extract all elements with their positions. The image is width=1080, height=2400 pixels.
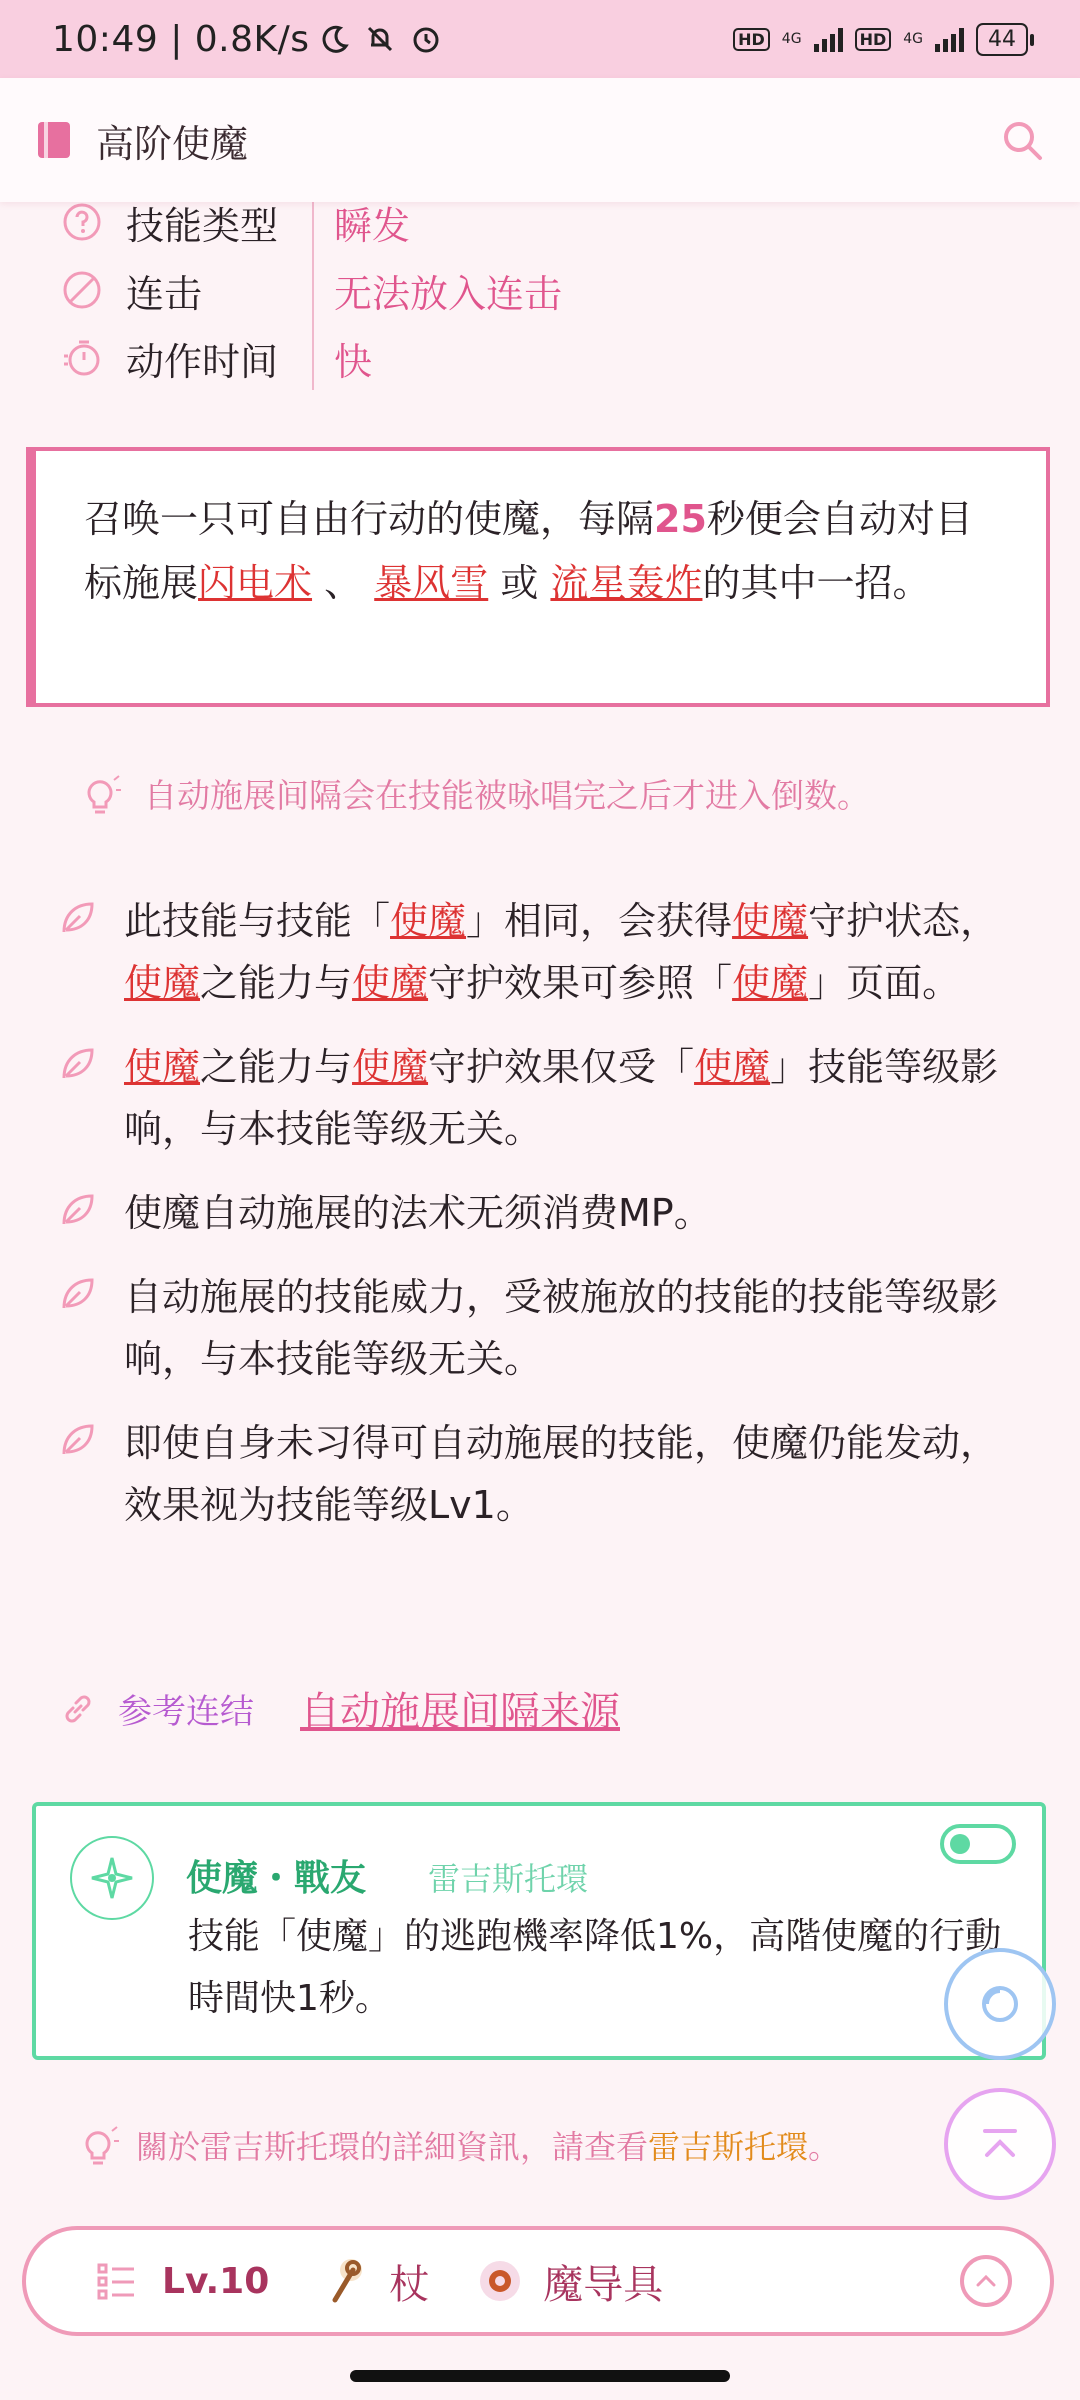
hd-badge-2: HD — [855, 28, 892, 51]
network-label: 4G — [781, 31, 802, 47]
link-familiar[interactable]: 使魔 — [352, 961, 429, 1005]
familiar-ally-card — [32, 1802, 1046, 2060]
link-familiar[interactable]: 使魔 — [124, 1045, 201, 1089]
note-fragment: 之能力与 — [200, 1045, 353, 1089]
note-fragment: 」页面。 — [808, 961, 961, 1005]
alarm-icon — [410, 23, 442, 55]
signal-icon — [814, 26, 843, 52]
link-familiar[interactable]: 使魔 — [694, 1045, 771, 1089]
tip — [78, 770, 870, 817]
bottom-tip-end: 。 — [808, 2128, 841, 2166]
note-fragment: 守护效果可参照「 — [428, 961, 733, 1005]
list-item — [60, 1412, 1020, 1536]
app-header — [0, 78, 1080, 202]
weapon-label[interactable]: 杖 — [389, 2261, 430, 2308]
bottom-tip-link[interactable]: 雷吉斯托環 — [648, 2128, 809, 2166]
desc-text: 召唤一只可自由行动的使魔，每隔 — [84, 497, 655, 541]
link-familiar[interactable]: 使魔 — [352, 1045, 429, 1089]
search-icon[interactable] — [1000, 118, 1044, 162]
link-icon — [60, 1691, 96, 1727]
attr-value: 瞬发 — [334, 203, 411, 248]
attr-value: 快 — [334, 339, 373, 384]
note-text: 自动施展的技能威力，受被施放的技能的技能等级影响，与本技能等级无关。 — [124, 1275, 999, 1381]
skill-level[interactable]: Lv.10 — [162, 2260, 270, 2302]
note-fragment: 」相同，会获得 — [466, 899, 733, 943]
list-icon — [96, 2261, 136, 2301]
star-flower-icon — [88, 1854, 136, 1902]
note-fragment: 此技能与技能「 — [124, 899, 391, 943]
link-familiar[interactable]: 使魔 — [732, 961, 809, 1005]
desc-interval: 25 — [654, 497, 707, 541]
familiar-emblem — [70, 1836, 154, 1920]
reference-label: 参考连结 — [118, 1692, 254, 1732]
attr-label: 动作时间 — [126, 339, 279, 384]
status-bar — [0, 0, 1080, 78]
attr-action-time — [62, 328, 373, 388]
leaf-icon — [60, 1046, 96, 1082]
subweapon-label[interactable]: 魔导具 — [543, 2261, 664, 2308]
attr-label: 连击 — [126, 271, 203, 316]
scroll-top-button[interactable] — [944, 2088, 1056, 2200]
familiar-name: 使魔・戰友 — [186, 1858, 367, 1899]
desc-separator: 或 — [500, 561, 539, 605]
list-item — [60, 890, 1020, 1014]
status-icons — [320, 23, 442, 55]
notes-list — [60, 890, 1020, 1558]
page-title: 高阶使魔 — [96, 121, 249, 166]
note-text — [124, 1036, 1020, 1160]
link-familiar[interactable]: 使魔 — [732, 899, 809, 943]
chevron-up-icon — [973, 2268, 999, 2294]
moon-icon — [320, 24, 350, 54]
desc-separator: 、 — [312, 561, 363, 605]
note-text: 使魔自动施展的法术无须消费MP。 — [124, 1191, 712, 1235]
desc-text: 秒便会自动对目标施展 — [84, 497, 973, 605]
timer-icon — [62, 338, 102, 378]
attr-label: 技能类型 — [126, 203, 279, 248]
skill-description-card — [26, 447, 1050, 707]
leaf-icon — [60, 1192, 96, 1228]
status-time: 10:49 | 0.8K/s — [52, 18, 310, 60]
staff-icon — [321, 2256, 371, 2306]
lightbulb-icon — [78, 772, 122, 816]
note-fragment: 之能力与 — [200, 961, 353, 1005]
expand-button[interactable] — [960, 2255, 1012, 2307]
tip-text: 自动施展间隔会在技能被咏唱完之后才进入倒数。 — [144, 776, 870, 815]
bottom-tip-text: 關於雷吉斯托環的詳細資訊，請查看 — [136, 2128, 649, 2166]
note-fragment: 守护状态， — [808, 899, 999, 943]
familiar-description: 技能「使魔」的逃跑機率降低1%，高階使魔的行動時間快1秒。 — [188, 1916, 1002, 2019]
familiar-toggle[interactable] — [940, 1824, 1016, 1864]
leaf-icon — [60, 1276, 96, 1312]
bell-off-icon — [364, 23, 396, 55]
leaf-icon — [60, 1422, 96, 1458]
help-circle-icon — [62, 202, 102, 242]
reference-row — [60, 1680, 620, 1737]
list-item — [60, 1182, 1020, 1244]
familiar-source: 雷吉斯托環 — [428, 1860, 589, 1898]
network-label-2: 4G — [903, 31, 923, 47]
attr-combo — [62, 260, 563, 320]
hd-badge: HD — [733, 28, 770, 51]
swirl-icon — [973, 1977, 1027, 2031]
magic-device-icon — [475, 2256, 525, 2306]
link-lightning[interactable]: 闪电术 — [198, 561, 313, 605]
chevron-up-icon — [973, 2117, 1027, 2171]
list-item — [60, 1036, 1020, 1160]
reference-link[interactable]: 自动施展间隔来源 — [300, 1689, 620, 1735]
leaf-icon — [60, 900, 96, 936]
signal-icon-2 — [935, 26, 964, 52]
note-fragment: 」技能等级影响，与本技能等级无关。 — [124, 1045, 999, 1151]
lightbulb-icon — [76, 2123, 120, 2167]
note-fragment: 守护效果仅受「 — [428, 1045, 695, 1089]
refresh-button[interactable] — [944, 1948, 1056, 2060]
status-right — [733, 23, 1028, 56]
level-bar[interactable] — [22, 2226, 1054, 2336]
note-text — [124, 890, 1020, 1014]
battery-indicator: 44 — [976, 23, 1028, 56]
link-familiar[interactable]: 使魔 — [124, 961, 201, 1005]
link-familiar[interactable]: 使魔 — [390, 899, 467, 943]
desc-text: 的其中一招。 — [702, 561, 931, 605]
bottom-tip — [76, 2122, 840, 2168]
list-item — [60, 1266, 1020, 1390]
link-blizzard[interactable]: 暴风雪 — [374, 561, 489, 605]
gesture-bar[interactable] — [350, 2370, 730, 2382]
book-icon — [36, 120, 74, 160]
link-meteor[interactable]: 流星轰炸 — [550, 561, 703, 605]
attr-value: 无法放入连击 — [334, 271, 563, 316]
block-icon — [62, 270, 102, 310]
note-text: 即使自身未习得可自动施展的技能，使魔仍能发动，效果视为技能等级Lv1。 — [124, 1421, 999, 1527]
